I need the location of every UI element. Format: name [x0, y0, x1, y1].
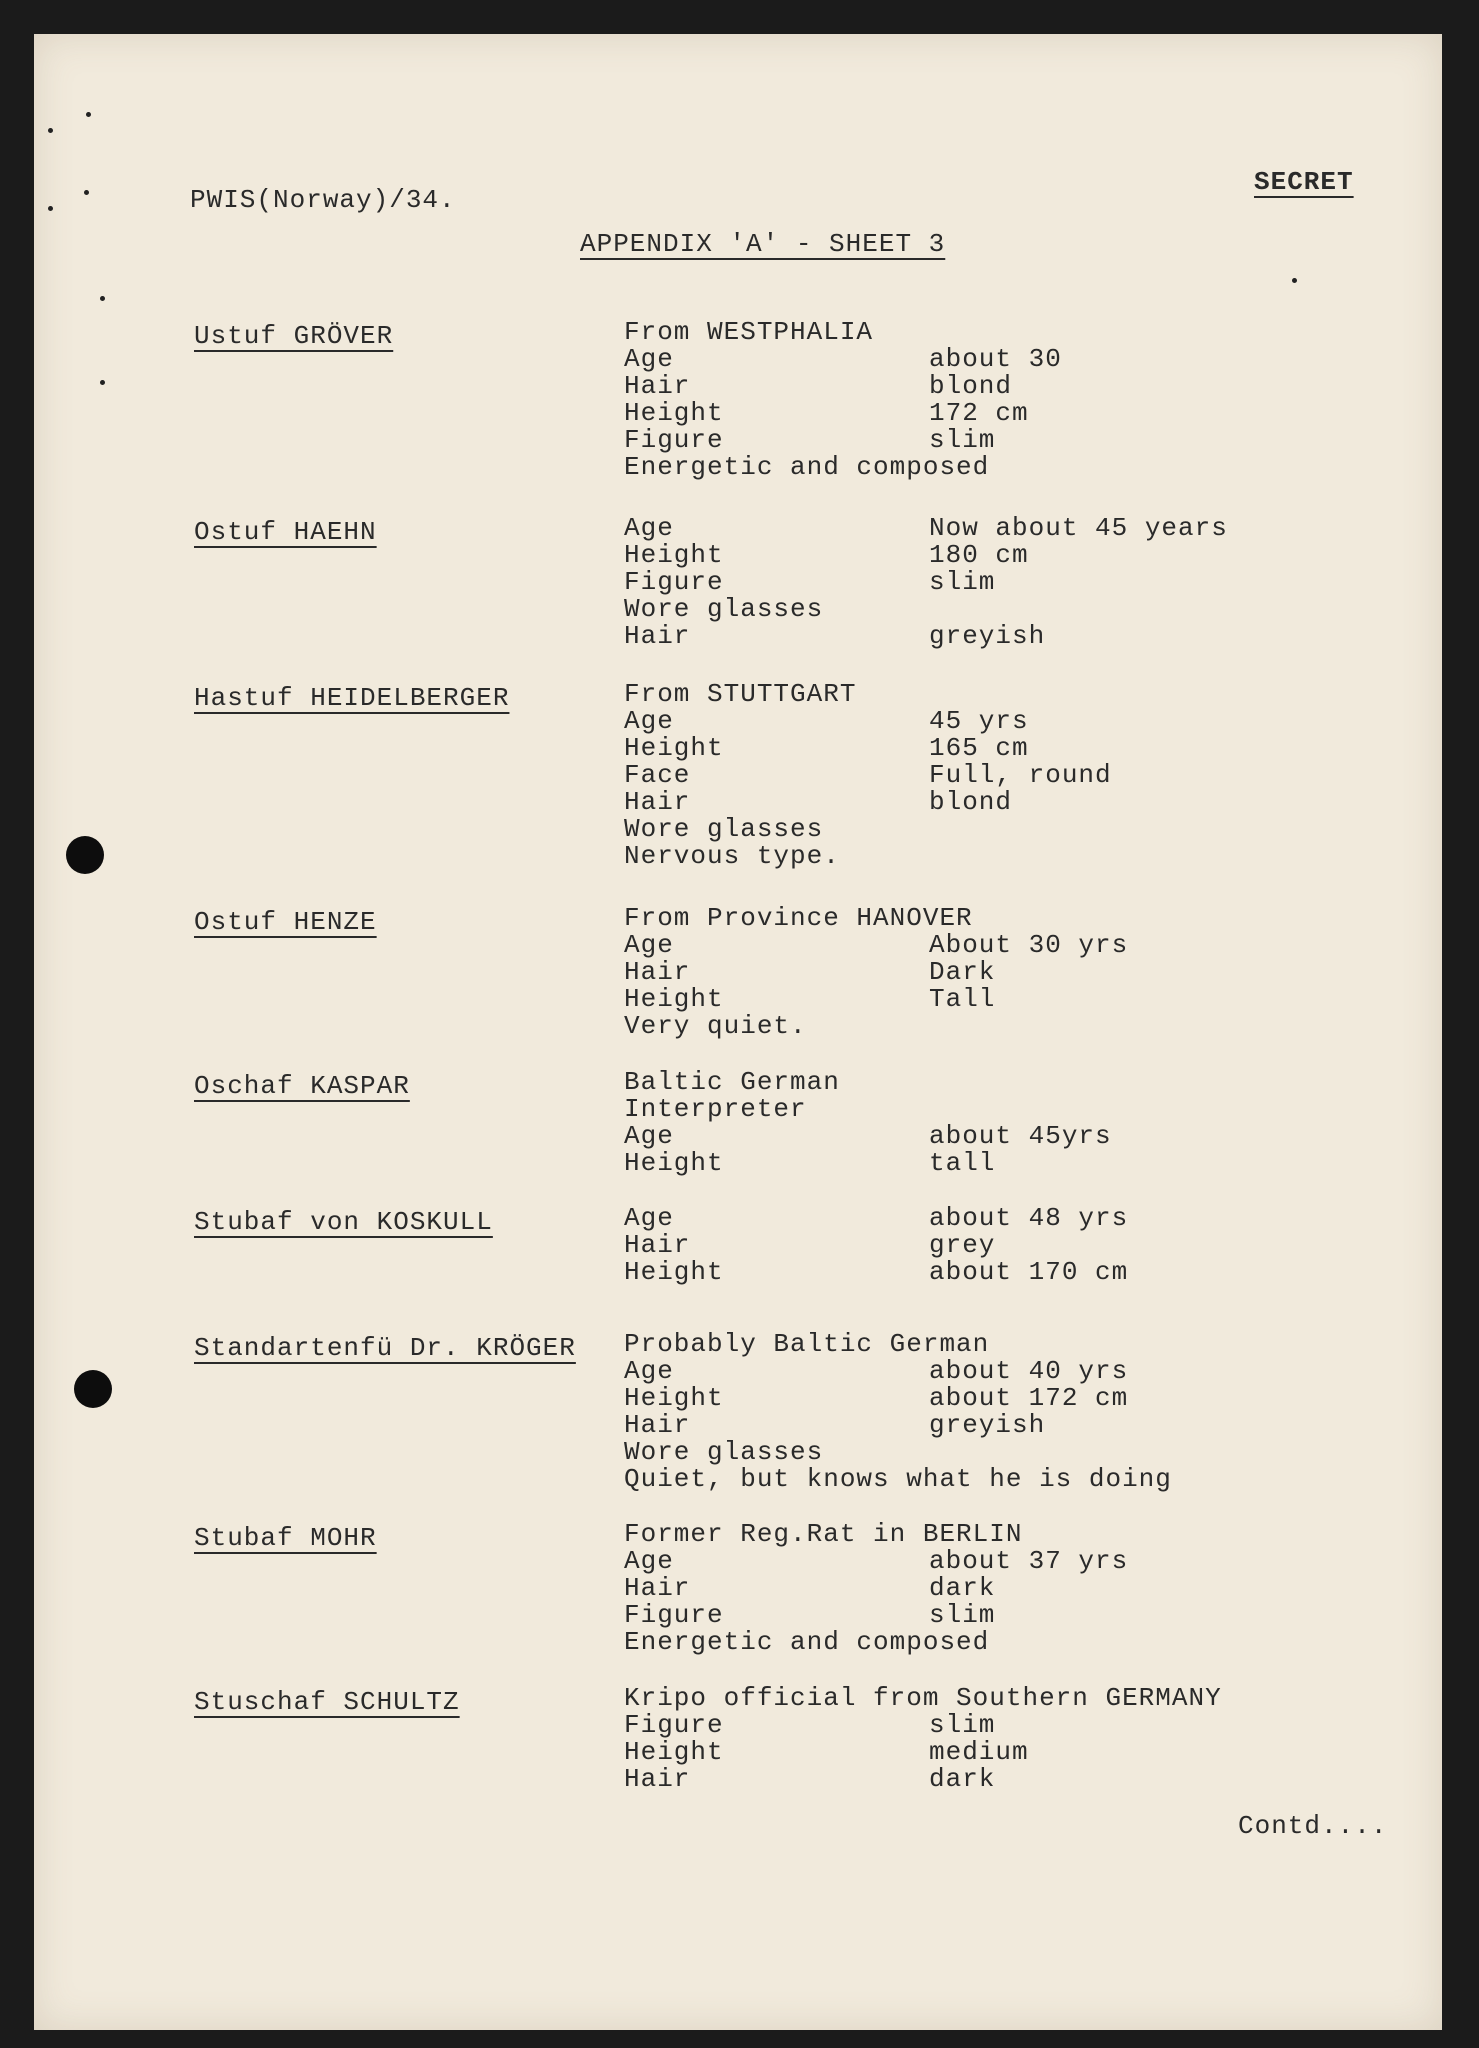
margin-mark [1292, 278, 1297, 283]
line-value: 165 cm [929, 733, 1029, 763]
line-value: about 40 yrs [929, 1356, 1129, 1386]
line-label: Age [624, 1356, 674, 1386]
line-label: Figure [624, 567, 724, 597]
line-label: Hair [624, 1764, 691, 1794]
line-label: Age [624, 1121, 674, 1151]
line-value: blond [929, 371, 1013, 401]
personnel-name: Ostuf HENZE [194, 907, 377, 937]
line-label: Wore glasses [624, 814, 824, 844]
line-label: Very quiet. [624, 1011, 807, 1041]
personnel-entry [34, 318, 1442, 490]
personnel-name: Oschaf KASPAR [194, 1071, 410, 1101]
line-label: Age [624, 344, 674, 374]
line-value: slim [929, 567, 996, 597]
document-reference: PWIS(Norway)/34. [190, 185, 456, 215]
line-label: Energetic and composed [624, 452, 990, 482]
line-label: Energetic and composed [624, 1627, 990, 1657]
personnel-name: Ustuf GRÖVER [194, 321, 394, 351]
personnel-name: Stubaf MOHR [194, 1523, 377, 1553]
line-label: Height [624, 398, 724, 428]
line-label: Wore glasses [624, 594, 824, 624]
classification-label: SECRET [1254, 167, 1354, 197]
continued-marker: Contd.... [1238, 1811, 1388, 1841]
line-value: about 30 [929, 344, 1062, 374]
line-label: Height [624, 1737, 724, 1767]
line-label: Wore glasses [624, 1437, 824, 1467]
line-label: Probably Baltic German [624, 1329, 990, 1359]
line-value: 180 cm [929, 540, 1029, 570]
line-label: From Province HANOVER [624, 903, 973, 933]
personnel-entry [34, 1684, 1442, 1802]
margin-mark [86, 112, 91, 117]
line-label: Quiet, but knows what he is doing [624, 1464, 1172, 1494]
line-value: dark [929, 1764, 996, 1794]
line-value: about 48 yrs [929, 1203, 1129, 1233]
line-value: 172 cm [929, 398, 1029, 428]
margin-mark [84, 190, 89, 195]
line-label: Former Reg.Rat in BERLIN [624, 1519, 1023, 1549]
line-label: Figure [624, 1600, 724, 1630]
personnel-entry [34, 1068, 1442, 1186]
personnel-entry [34, 514, 1442, 659]
line-value: about 45yrs [929, 1121, 1112, 1151]
personnel-name: Stuschaf SCHULTZ [194, 1687, 460, 1717]
personnel-name: Hastuf HEIDELBERGER [194, 683, 510, 713]
line-label: Height [624, 1257, 724, 1287]
line-value: About 30 yrs [929, 930, 1129, 960]
line-label: Face [624, 760, 691, 790]
line-label: Age [624, 706, 674, 736]
personnel-entry [34, 1520, 1442, 1665]
line-label: Nervous type. [624, 841, 840, 871]
personnel-name: Ostuf HAEHN [194, 517, 377, 547]
line-label: Hair [624, 1410, 691, 1440]
line-label: Height [624, 1383, 724, 1413]
personnel-entry [34, 1204, 1442, 1295]
personnel-entry [34, 1330, 1442, 1502]
line-value: medium [929, 1737, 1029, 1767]
line-value: about 37 yrs [929, 1546, 1129, 1576]
line-value: blond [929, 787, 1013, 817]
line-value: slim [929, 425, 996, 455]
line-label: From STUTTGART [624, 679, 857, 709]
line-label: Hair [624, 957, 691, 987]
line-label: Hair [624, 371, 691, 401]
line-value: dark [929, 1573, 996, 1603]
line-label: Figure [624, 1710, 724, 1740]
personnel-name: Standartenfü Dr. KRÖGER [194, 1333, 576, 1363]
line-value: grey [929, 1230, 996, 1260]
line-label: Hair [624, 1230, 691, 1260]
line-value: greyish [929, 621, 1046, 651]
line-label: Interpreter [624, 1094, 807, 1124]
line-label: Height [624, 540, 724, 570]
line-label: Hair [624, 621, 691, 651]
line-label: Age [624, 1203, 674, 1233]
personnel-entry [34, 680, 1442, 879]
line-value: Dark [929, 957, 996, 987]
line-value: 45 yrs [929, 706, 1029, 736]
line-label: Kripo official from Southern GERMANY [624, 1683, 1222, 1713]
line-label: Hair [624, 1573, 691, 1603]
line-value: about 170 cm [929, 1257, 1129, 1287]
line-label: Height [624, 733, 724, 763]
margin-mark [100, 296, 105, 301]
line-label: Age [624, 1546, 674, 1576]
line-value: Now about 45 years [929, 513, 1228, 543]
line-value: slim [929, 1600, 996, 1630]
margin-mark [48, 206, 53, 211]
line-value: Full, round [929, 760, 1112, 790]
line-value: Tall [929, 984, 996, 1014]
line-value: greyish [929, 1410, 1046, 1440]
line-label: Baltic German [624, 1067, 840, 1097]
line-value: slim [929, 1710, 996, 1740]
line-label: Height [624, 984, 724, 1014]
line-label: Age [624, 513, 674, 543]
line-label: Hair [624, 787, 691, 817]
line-label: Figure [624, 425, 724, 455]
document-title: APPENDIX 'A' - SHEET 3 [580, 229, 946, 259]
line-value: tall [929, 1148, 996, 1178]
line-value: about 172 cm [929, 1383, 1129, 1413]
document-page [34, 34, 1442, 2030]
personnel-entry [34, 904, 1442, 1049]
personnel-name: Stubaf von KOSKULL [194, 1207, 493, 1237]
line-label: From WESTPHALIA [624, 317, 874, 347]
margin-mark [48, 128, 53, 133]
line-label: Height [624, 1148, 724, 1178]
line-label: Age [624, 930, 674, 960]
